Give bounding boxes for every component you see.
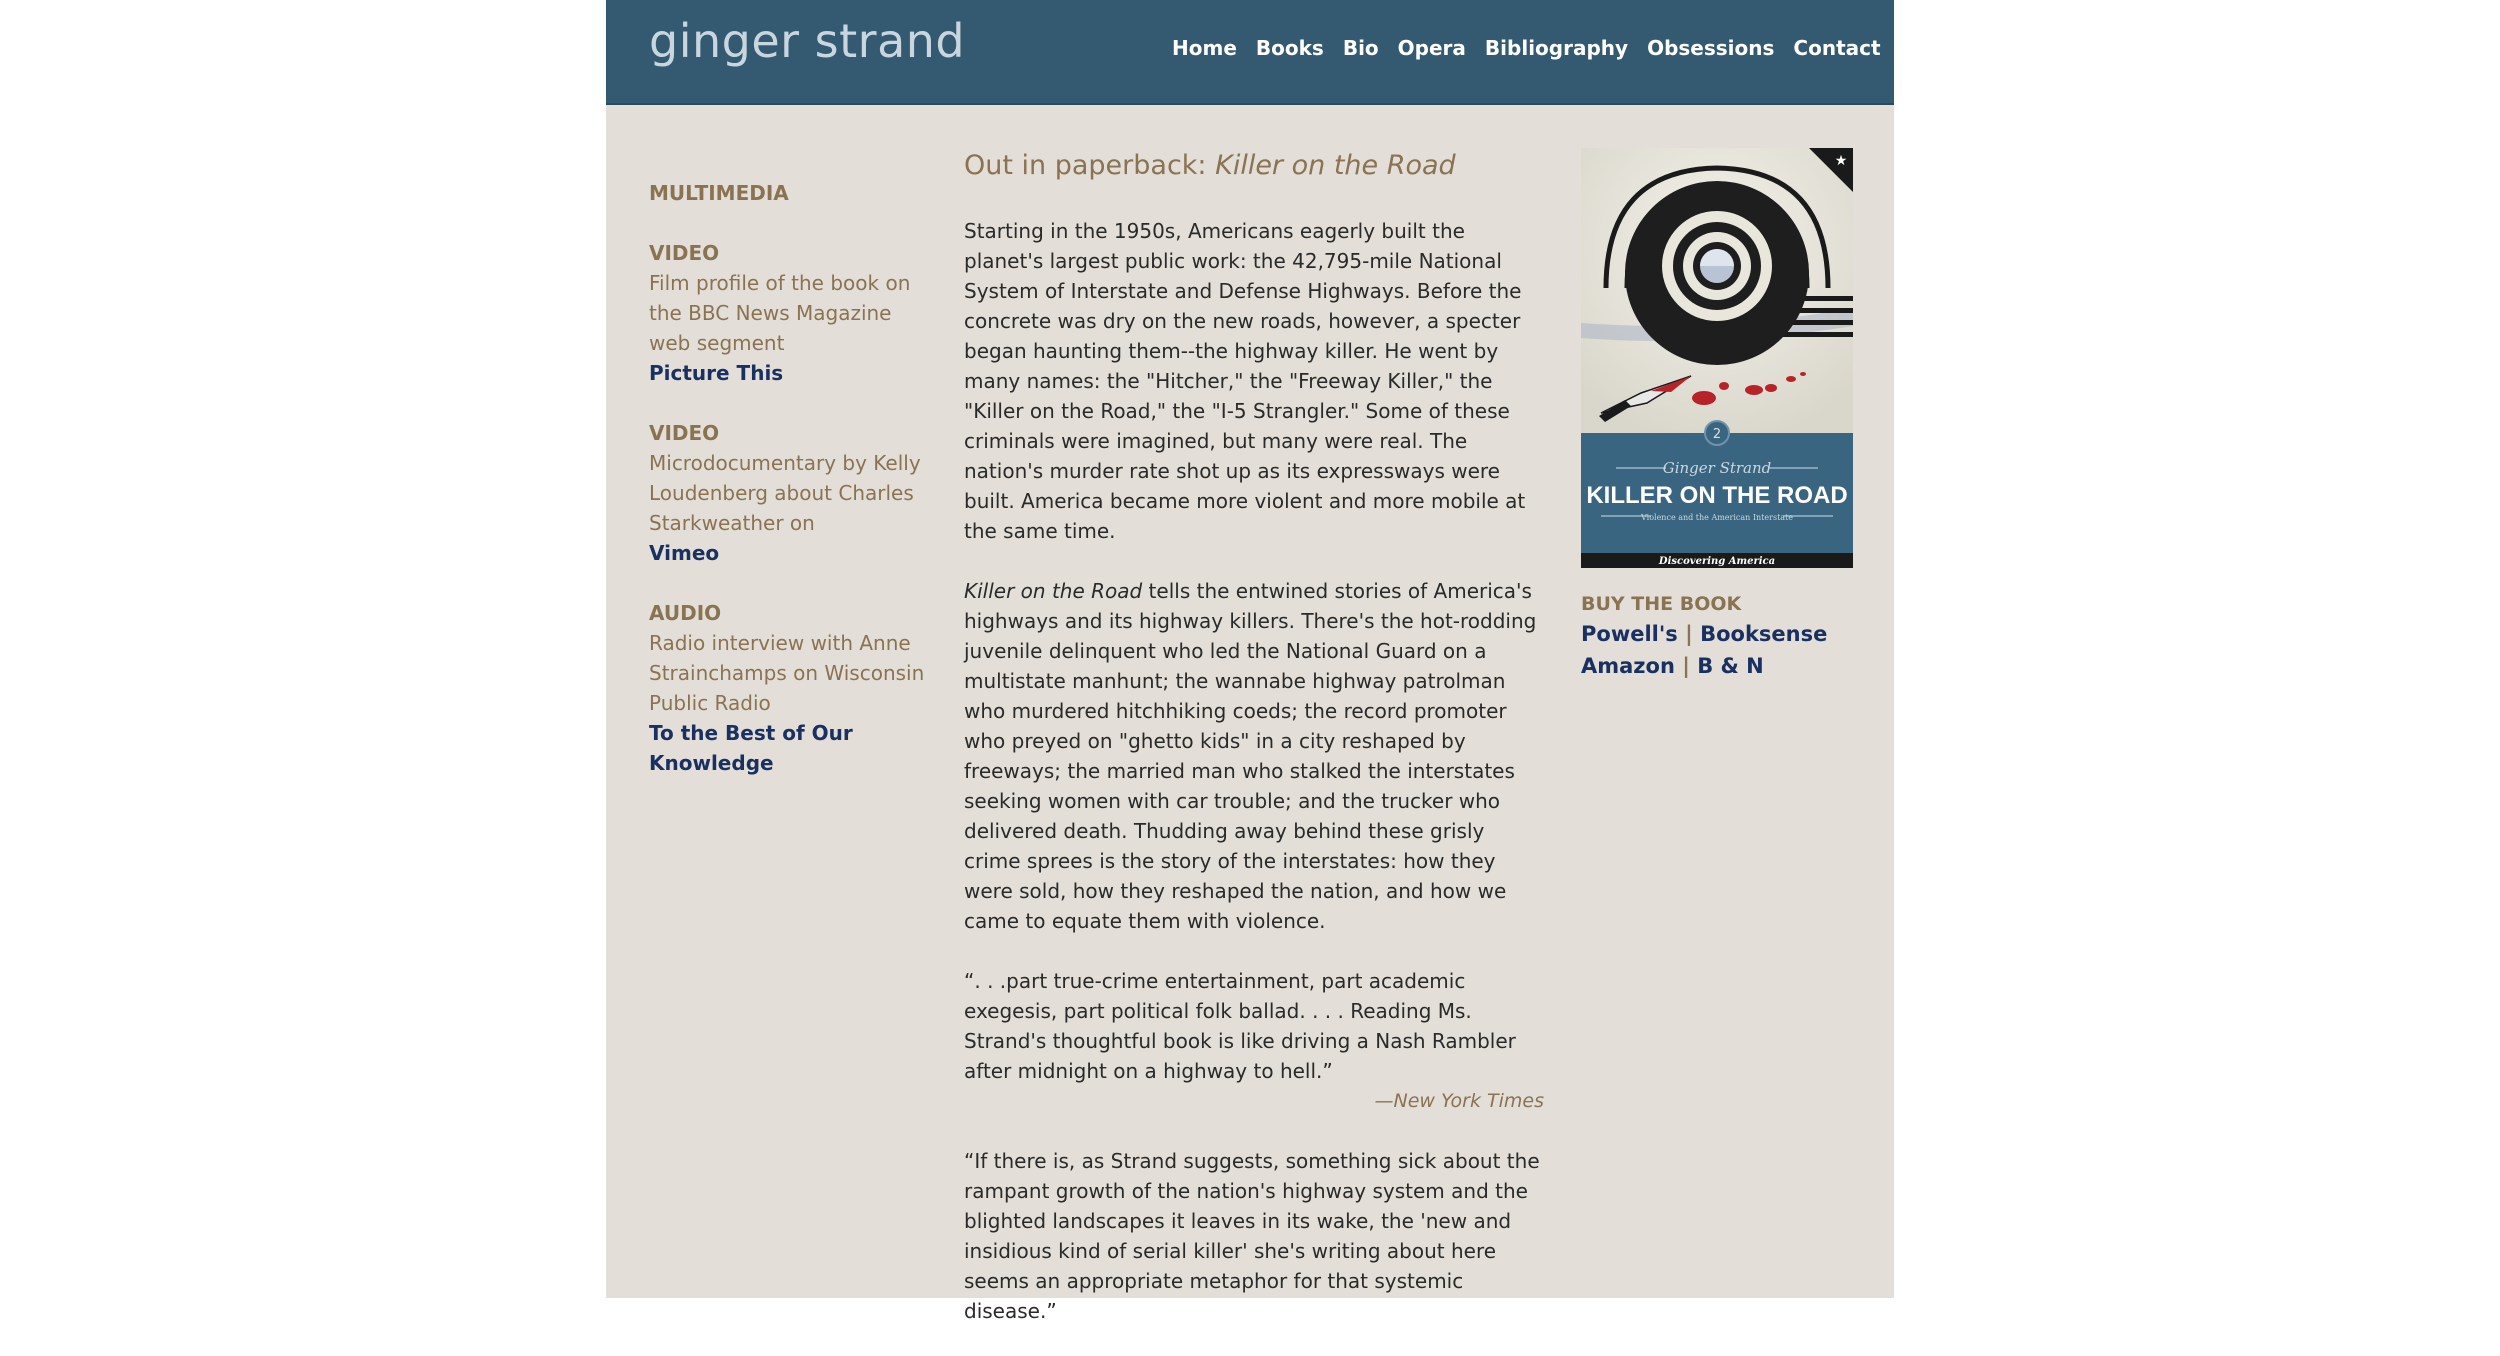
media-type: VIDEO: [649, 241, 720, 265]
cover-subtitle: Violence and the American Interstate: [1641, 513, 1793, 522]
cover-title: KILLER ON THE ROAD: [1586, 482, 1848, 509]
star-icon: ★: [1834, 153, 1848, 169]
summary-text: tells the entwined stories of America's highways and its highway killers. There's the hot-rodding juvenile delinquent who led the National Guard on a multistate manhunt; the wannabe highway patrolman who murdered hitchhiking coeds; the record promoter who preyed on "ghetto kids" in a city reshaped by freeways; the married man who stalked the interstates seeking women with car trouble; and the trucker who delivered death. Thudding away behind these grisly crime sprees is the story of the interstates: how they were sold, how they reshaped the nation, and how we came to equate them with violence.: [964, 579, 1537, 933]
nav-contact[interactable]: Contact: [1793, 36, 1881, 60]
media-description: Film profile of the book on the BBC News Magazine web segment: [649, 271, 911, 355]
media-description: Radio interview with Anne Strainchamps on Wisconsin Public Radio: [649, 631, 925, 715]
main-content: [964, 148, 1544, 1356]
buy-links-row: [1581, 650, 1853, 682]
nav-bio[interactable]: Bio: [1342, 36, 1379, 60]
cover-number: 2: [1712, 427, 1722, 442]
intro-paragraph: Starting in the 1950s, Americans eagerly built the planet's largest public work: the 42,795-mile National System of Interstate and Defense Highways. Before the concrete was dry on the new roads, however, a specter began haunting them--the highway killer. He went by many names: the "Hitcher," the "Freeway Killer," the "Killer on the Road," the "I-5 Strangler." Some of these criminals were imagined, but many were real. The nation's murder rate shot up as its expressways were built. America became more violent and more mobile at the same time.: [964, 219, 1526, 543]
buy-links-row: [1581, 618, 1853, 650]
main-nav: [1172, 36, 1900, 60]
page-container: [606, 0, 1894, 1323]
book-title-inline: Killer on the Road: [964, 579, 1143, 603]
buy-heading: BUY THE BOOK: [1581, 593, 1742, 615]
media-item: [649, 238, 934, 388]
link-separator: |: [1682, 654, 1698, 678]
book-sidebar: [1581, 148, 1853, 682]
media-description: Microdocumentary by Kelly Loudenberg about Charles Starkweather on: [649, 451, 921, 535]
booksense-link[interactable]: Booksense: [1700, 622, 1828, 646]
barnes-noble-link[interactable]: B & N: [1697, 654, 1764, 678]
media-item: [649, 598, 934, 778]
title-book: Killer on the Road: [1215, 150, 1456, 181]
powells-link[interactable]: Powell's: [1581, 622, 1678, 646]
nav-books[interactable]: Books: [1255, 36, 1324, 60]
link-separator: |: [1685, 622, 1701, 646]
media-type: AUDIO: [649, 601, 722, 625]
picture-this-link[interactable]: Picture This: [649, 361, 784, 385]
nav-obsessions[interactable]: Obsessions: [1647, 36, 1775, 60]
cover-series: Discovering America: [1658, 556, 1776, 567]
amazon-link[interactable]: Amazon: [1581, 654, 1675, 678]
site-header: [606, 0, 1894, 105]
summary-paragraph: [964, 576, 1544, 936]
multimedia-sidebar: [649, 178, 934, 778]
book-cover-image[interactable]: [1581, 148, 1853, 568]
review-quote: “. . .part true-crime entertainment, part academic exegesis, part political folk ballad. . . . Reading Ms. Strand's thoughtful book is like driving a Nash Rambler after midnight on a highway to hell.”: [964, 969, 1516, 1083]
nav-bibliography[interactable]: Bibliography: [1484, 36, 1629, 60]
site-logo[interactable]: ginger strand: [649, 14, 966, 68]
media-type: VIDEO: [649, 421, 720, 445]
best-of-our-knowledge-link[interactable]: To the Best of Our Knowledge: [649, 721, 853, 775]
nav-home[interactable]: Home: [1172, 36, 1237, 60]
review-quote: “If there is, as Strand suggests, something sick about the rampant growth of the nation's highway system and the blighted landscapes it leaves in its wake, the 'new and insidious kind of serial killer' she's writing about here seems an appropriate metaphor for that systemic disease.”: [964, 1149, 1540, 1323]
page-title: [964, 148, 1544, 184]
sidebar-heading: MULTIMEDIA: [649, 181, 789, 205]
nav-opera[interactable]: Opera: [1397, 36, 1466, 60]
review-source: —New York Times: [1374, 1090, 1544, 1112]
title-prefix: Out in paperback:: [964, 150, 1216, 181]
media-item: [649, 418, 934, 568]
cover-author: Ginger Strand: [1662, 459, 1772, 477]
vimeo-link[interactable]: Vimeo: [649, 541, 720, 565]
